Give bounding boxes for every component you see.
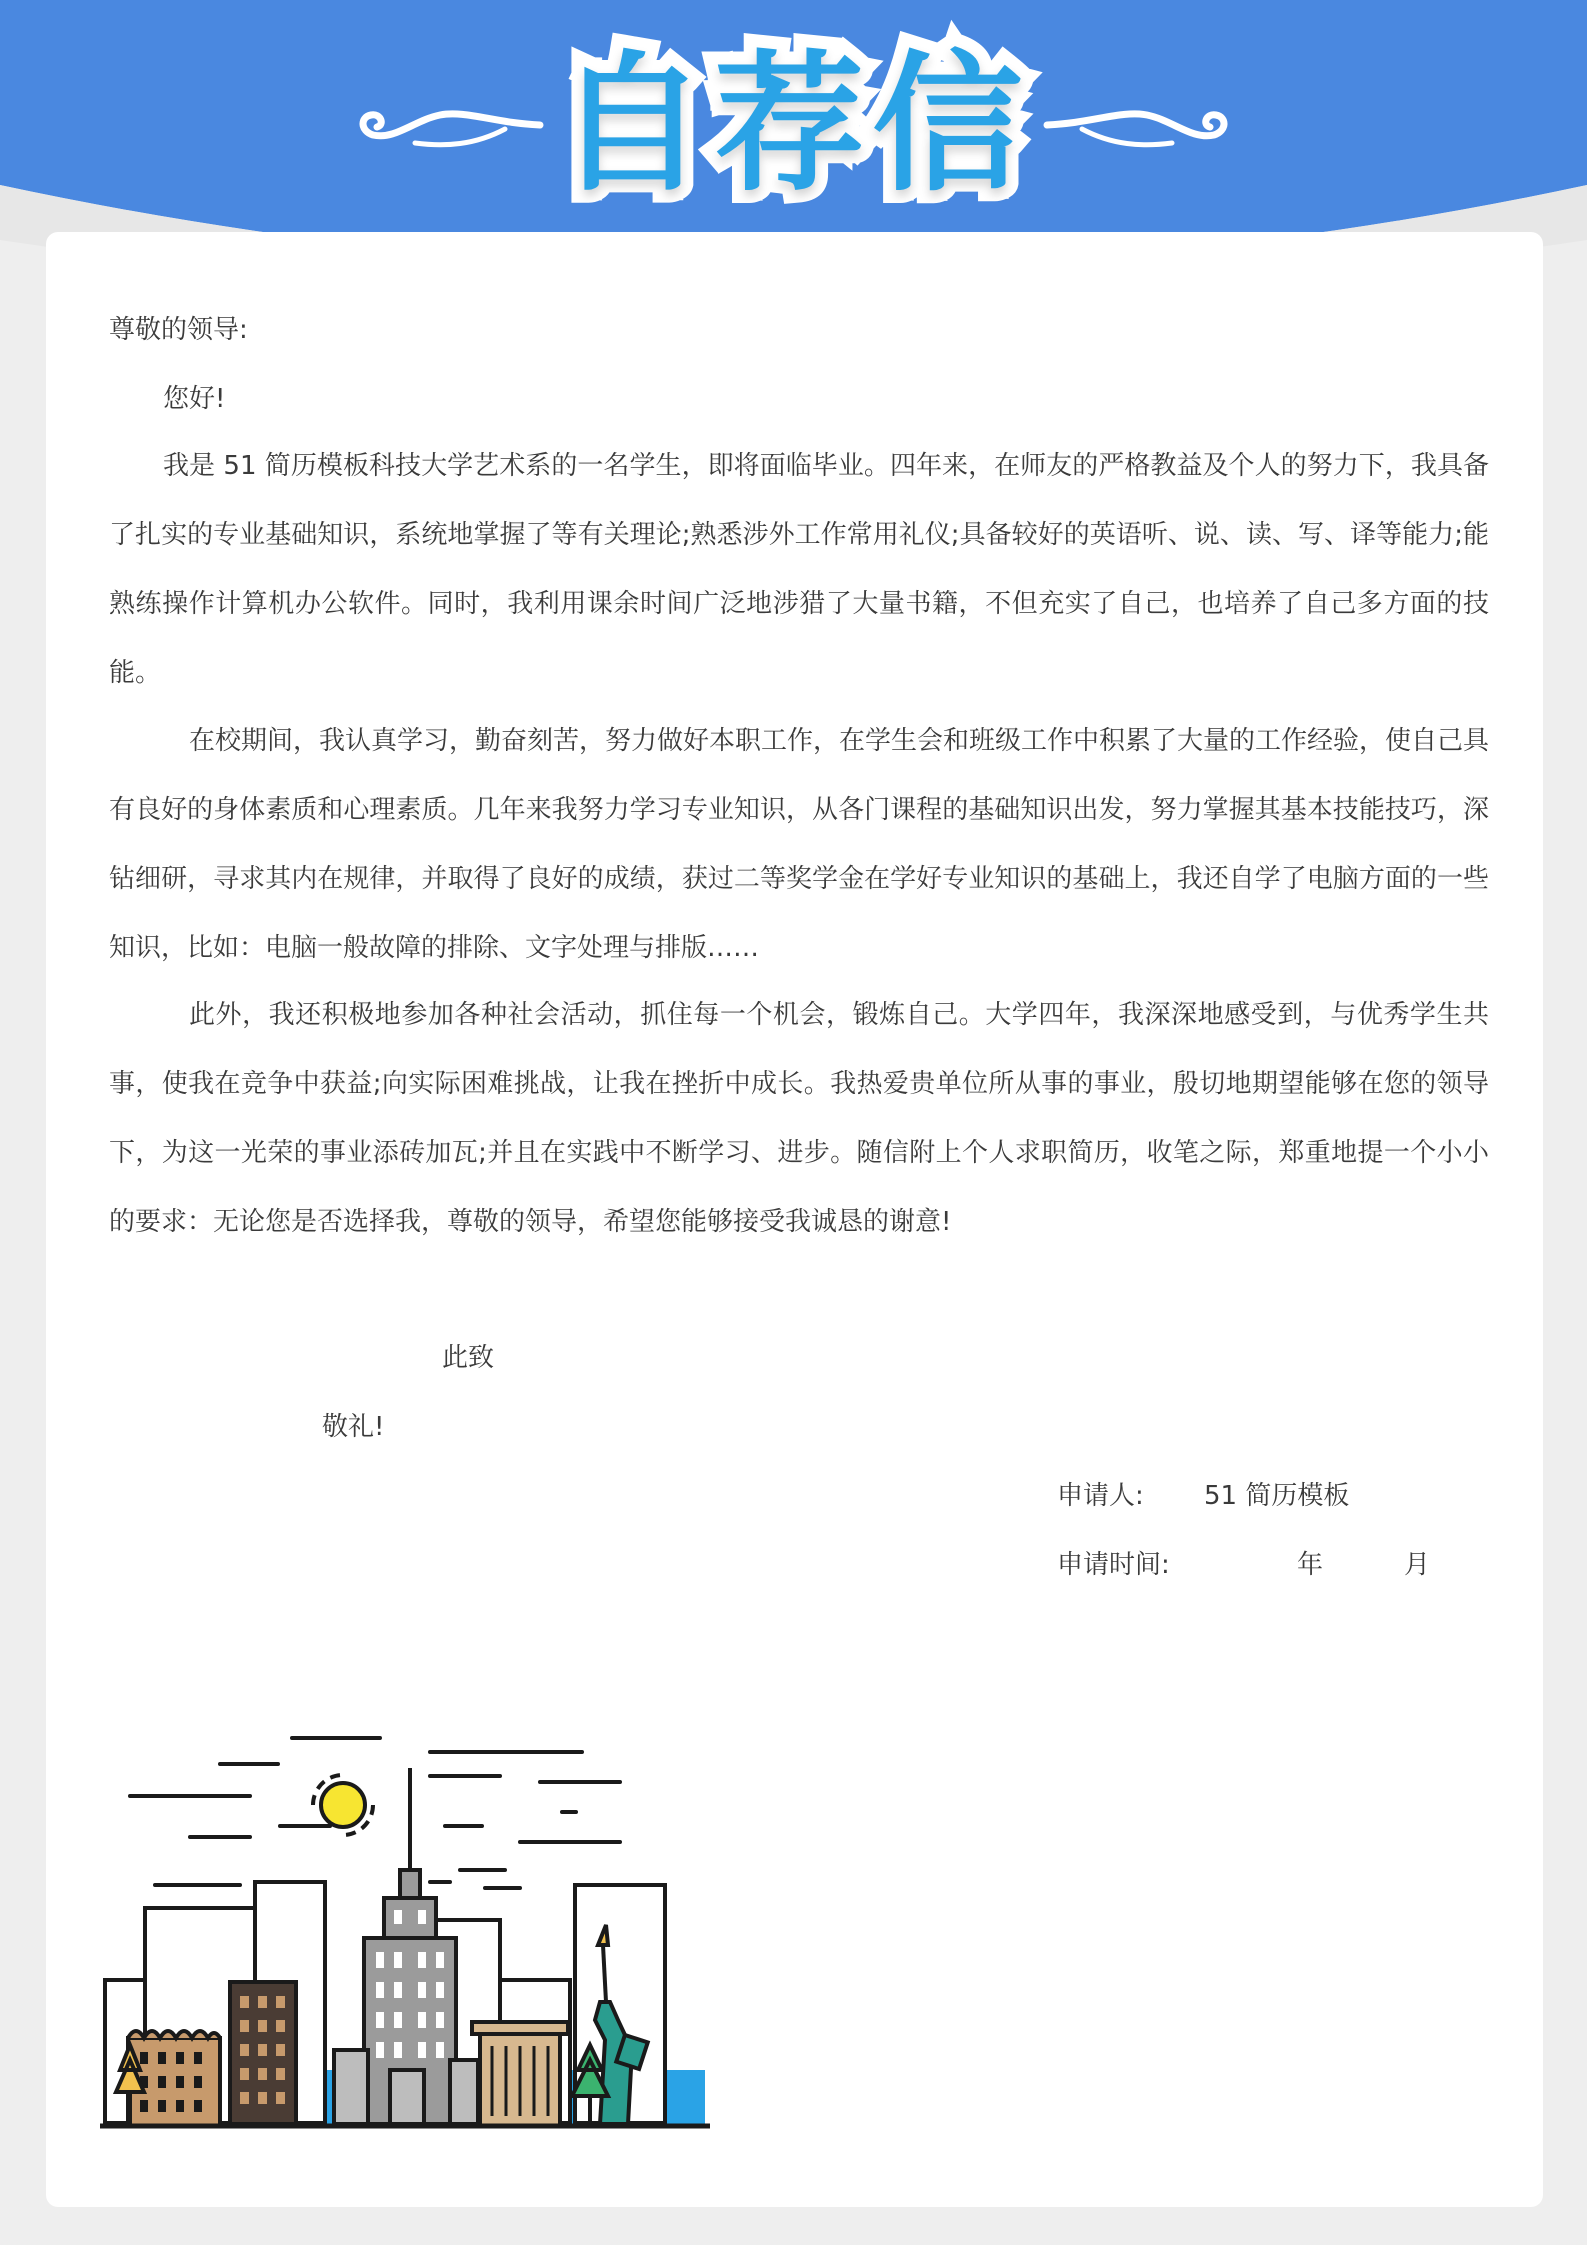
year-label: 年 xyxy=(1297,1550,1324,1580)
month-label: 月 xyxy=(1404,1550,1431,1580)
applicant-name: 51 简历模板 xyxy=(1204,1481,1350,1511)
applicant-label: 申请人: xyxy=(1057,1481,1144,1511)
closing-salute: 敬礼! xyxy=(322,1412,385,1442)
greeting: 您好! xyxy=(163,384,226,414)
salutation: 尊敬的领导: xyxy=(109,315,248,345)
city-skyline-icon xyxy=(100,1720,720,2140)
page-title: 自荐信 xyxy=(556,38,1031,212)
paragraph-2: 在校期间，我认真学习，勤奋刻苦，努力做好本职工作，在学生会和班级工作中积累了大量的工作经验，使自己具有良好的身体素质和心理素质。几年来我努力学习专业知识，从各门课程的基础知识出发，努力掌握其基本技能技巧，深钻细研，寻求其内在规律，并取得了良好的成绩，获过二等奖学金在学好专业知识的基础上，我还自学了电脑方面的一些知识，比如：电脑一般故障的排除、文字处理与排版…… xyxy=(109,726,1490,963)
paragraph-3: 此外，我还积极地参加各种社会活动，抓住每一个机会，锻炼自己。大学四年，我深深地感受到，与优秀学生共事，使我在竞争中获益;向实际困难挑战，让我在挫折中成长。我热爱贵单位所从事的事业，殷切地期望能够在您的领导下，为这一光荣的事业添砖加瓦;并且在实践中不断学习、进步。随信附上个人求职简历，收笔之际，郑重地提一个小小的要求：无论您是否选择我，尊敬的领导，希望您能够接受我诚恳的谢意! xyxy=(109,1000,1489,1237)
date-label: 申请时间: xyxy=(1057,1550,1170,1580)
closing-respectfully: 此致 xyxy=(442,1343,495,1373)
paragraph-1: 我是 51 简历模板科技大学艺术系的一名学生，即将面临毕业。四年来，在师友的严格教益及个人的努力下，我具备了扎实的专业基础知识，系统地掌握了等有关理论;熟悉涉外工作常用礼仪;具备较好的英语听、说、读、写、译等能力;能熟练操作计算机办公软件。同时，我利用课余时间广泛地涉猎了大量书籍，不但充实了自己，也培养了自己多方面的技能。 xyxy=(109,451,1489,688)
